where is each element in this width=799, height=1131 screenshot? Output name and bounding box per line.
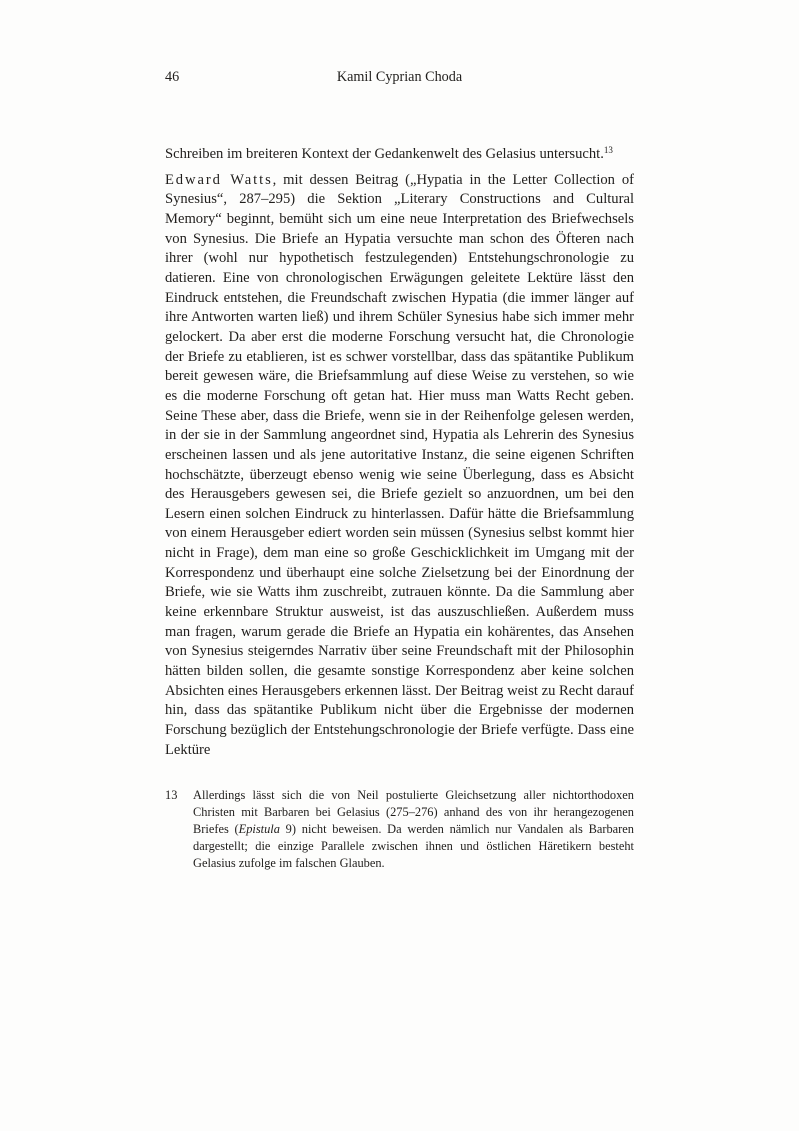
- paragraph-review-text: , mit dessen Beitrag („Hypatia in the Letter Collection of Synesius“, 287–295) die Sektion „Literary Constructions and Cultural Memory“ beginnt, bemüht sich um eine neue Interpretation des Briefwechsels von Synesius. Die Briefe an Hypatia versuchte man schon des Öfteren nach ihrer (wohl nur hypothetisch festzulegenden) Entstehungschronologie zu datieren. Eine von chronologischen Erwägungen geleitete Lektüre lässt den Eindruck entstehen, die Freundschaft zwischen Hypatia (die immer länger auf ihre Antworten warten ließ) und ihrem Schüler Synesius habe sich immer mehr gelockert. Da aber erst die moderne Forschung versucht hat, die Chronologie der Briefe zu etablieren, ist es schwer vorstellbar, dass das spätantike Publikum bereit gewesen wäre, die Briefsammlung auf diese Weise zu verstehen, so wie es die moderne Forschung oft getan hat. Hier muss man Watts Recht geben. Seine These aber, dass die Briefe, wenn sie in der Reihenfolge gelesen werden, in der sie in der Sammlung angeordnet sind, Hypatia als Lehrerin des Synesius erscheinen lassen und als jene autoritative Instanz, die seine eigenen Schriften hochschätzte, überzeugt ebenso wenig wie seine Überlegung, dass es Absicht des Herausgebers gewesen sei, die Briefe gezielt so anzuordnen, um bei den Lesern einen solchen Eindruck zu hinterlassen. Dafür hätte die Briefsammlung von einem Herausgeber ediert worden sein müssen (Synesius selbst kommt hier nicht in Frage), dem man eine so große Geschicklichkeit im Umgang mit der Korrespondenz und überhaupt eine solche Zielsetzung bei der Einordnung der Briefe, wie sie Watts ihm zuschreibt, zutrauen könnte. Da die Sammlung aber keine erkennbare Struktur ausweist, ist das auszuschließen. Außerdem muss man fragen, warum gerade die Briefe an Hypatia ein kohärentes, das Ansehen von Synesius steigerndes Narrativ über seine Freundschaft mit der Philosophin hätten bilden sollen, die gesamte sonstige Korrespondenz aber keine solchen Absichten eines Herausgebers erkennen lässt. Der Beitrag weist zu Recht darauf hin, dass das spätantike Publikum nicht über die Ergebnisse der modernen Forschung bezüglich der Entstehungschronologie der Briefe verfügte. Dass eine Lektüre: [165, 171, 634, 758]
- footnote-text-part2: 9) nicht beweisen. Da werden nämlich nur Vandalen als Barbaren dargestellt; die einzige Parallele zwischen ihnen und östlichen Häretikern besteht Gelasius zufolge im falschen Glauben.: [193, 822, 634, 871]
- footnote-reference-13: 13: [603, 145, 613, 156]
- footnote-italic-term: Epistula: [238, 822, 280, 837]
- footnote-section: [165, 787, 634, 872]
- footnote-text: [193, 787, 634, 872]
- paragraph-continuation-text: Schreiben im breiteren Kontext der Gedankenwelt des Gelasius untersucht.: [165, 146, 604, 162]
- footnote-13: [165, 787, 634, 872]
- page-number: 46: [165, 69, 180, 85]
- author-name-letterspaced: Edward Watts: [165, 171, 273, 188]
- footnote-text-part1: Allerdings lässt sich die von Neil postulierte Gleichsetzung aller nichtorthodoxen Christen mit Barbaren bei Gelasius (275–276) anhand des von ihr herangezogenen Briefes (: [193, 788, 634, 837]
- running-head: Kamil Cyprian Choda: [336, 69, 463, 85]
- paragraph-continuation: [165, 145, 634, 165]
- footnote-number: 13: [165, 788, 178, 803]
- body-text: [165, 145, 634, 760]
- paragraph-review: [165, 171, 634, 761]
- page-header: [165, 68, 634, 87]
